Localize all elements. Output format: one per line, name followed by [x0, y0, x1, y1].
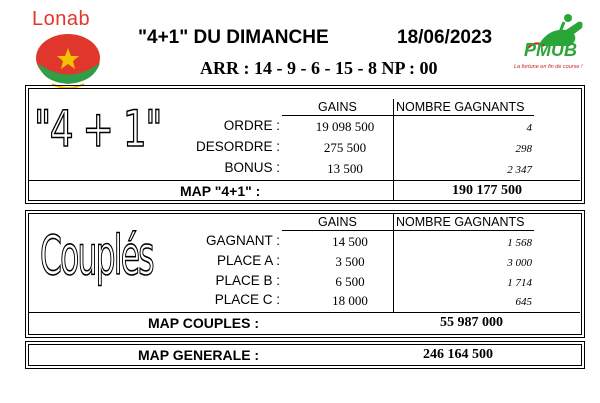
row-label: PLACE A :: [216, 253, 280, 268]
row-label: PLACE C :: [214, 292, 280, 307]
map-general-label: MAP GENERALE :: [138, 347, 260, 363]
quatre-plus-un-emblem: "4 + 1": [34, 100, 161, 158]
row-label: GAGNANT :: [205, 233, 280, 248]
row-winners: 1 568: [507, 237, 532, 249]
row-gain: 19 098 500: [315, 119, 375, 134]
flag-emblem-icon: [28, 8, 110, 88]
row-label: BONUS :: [224, 160, 280, 175]
gains-header: GAINS: [318, 215, 357, 229]
row-label: ORDRE :: [223, 118, 280, 133]
map-general-box: [25, 341, 585, 369]
map-quatre-plus-un-label: MAP "4+1" :: [180, 183, 261, 199]
row-gain: 275 500: [323, 140, 367, 155]
page-title: "4+1" DU DIMANCHE: [138, 27, 329, 48]
map-general-inner-frame: [28, 344, 582, 366]
table-rule: [28, 312, 580, 313]
row-winners: 298: [515, 143, 532, 155]
row-gain: 14 500: [332, 234, 368, 249]
row-winners: 3 000: [507, 257, 532, 269]
row-label: DESORDRE :: [195, 139, 280, 154]
row-winners: 2 347: [507, 164, 532, 176]
row-gain: 3 500: [335, 254, 365, 269]
table-rule: [282, 115, 534, 116]
table-rule: [393, 180, 394, 200]
lonab-logo: [28, 8, 110, 88]
pmub-tagline: La fortune en fin de course !: [514, 64, 583, 70]
couples-emblem: Couplés: [40, 224, 153, 287]
map-quatre-plus-un-value: 190 177 500: [452, 183, 522, 198]
lonab-logo-text: Lonab: [32, 8, 91, 30]
row-gain: 18 000: [332, 293, 368, 308]
row-gain: 13 500: [327, 161, 363, 176]
winners-header: NOMBRE GAGNANTS: [396, 100, 525, 114]
table-rule: [393, 99, 394, 180]
gains-header: GAINS: [318, 100, 357, 114]
row-gain: 6 500: [335, 274, 365, 289]
table-rule: [282, 230, 534, 231]
map-couples-value: 55 987 000: [440, 315, 503, 330]
row-winners: 645: [515, 296, 532, 308]
row-winners: 1 714: [507, 277, 532, 289]
table-rule: [28, 180, 580, 181]
arrival-order: ARR : 14 - 9 - 6 - 15 - 8 NP : 00: [200, 58, 438, 78]
winners-header: NOMBRE GAGNANTS: [396, 215, 525, 229]
draw-date: 18/06/2023: [397, 27, 493, 48]
row-label: PLACE B :: [215, 273, 280, 288]
table-rule: [393, 214, 394, 312]
pmub-logo: [508, 10, 598, 76]
pmub-logo-text: PMUB: [524, 40, 577, 60]
map-couples-label: MAP COUPLES :: [148, 315, 259, 331]
row-winners: 4: [526, 122, 532, 134]
map-general-value: 246 164 500: [423, 347, 493, 362]
